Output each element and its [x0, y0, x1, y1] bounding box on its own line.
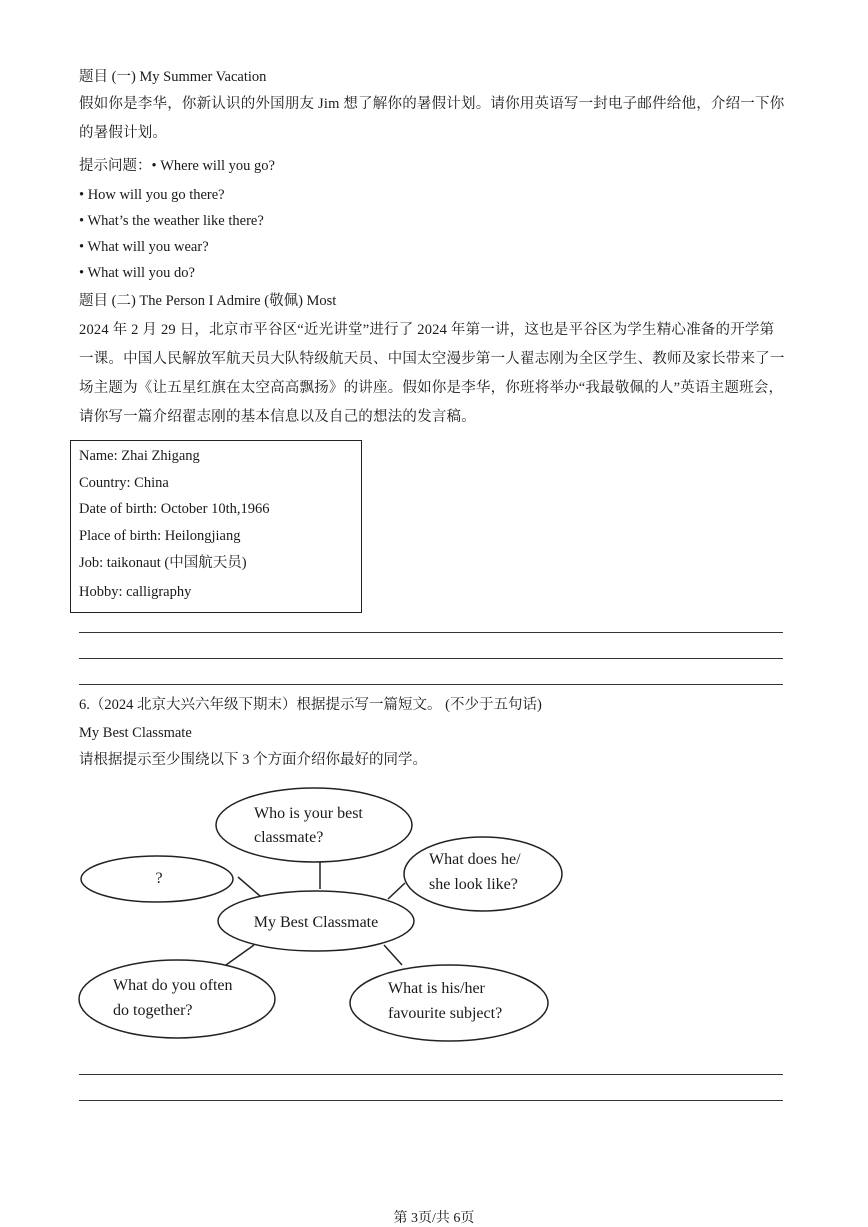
- top-node: [216, 788, 412, 862]
- connector-line: [238, 877, 260, 896]
- topic1-heading: 题目 (一) My Summer Vacation: [79, 69, 267, 85]
- connector-line: [384, 945, 402, 965]
- q6-instruction: 请根据提示至少围绕以下 3 个方面介绍你最好的同学。: [79, 752, 427, 768]
- info-country: Country: China: [79, 475, 169, 491]
- topic1-prompt: • How will you go there?: [79, 187, 225, 203]
- top-label-line2: classmate?: [254, 829, 324, 846]
- topic1-instruction: 假如你是李华，你新认识的外国朋友 Jim 想了解你的暑假计划。请你用英语写一封电子邮件给他，介绍一下你的暑假计划。: [79, 96, 785, 141]
- answer-line: [79, 658, 783, 659]
- connector-line: [388, 883, 405, 899]
- bottom-right-node: [350, 965, 548, 1041]
- bottom-right-label-line2: favourite subject?: [388, 1005, 503, 1022]
- bottom-left-label-line2: do together?: [113, 1002, 193, 1019]
- q6-heading: 6.（2024 北京大兴六年级下期末）根据提示写一篇短文。 (不少于五句话): [79, 697, 542, 713]
- right-node: [404, 837, 562, 911]
- info-dob: Date of birth: October 10th,1966: [79, 501, 270, 517]
- answer-line: [79, 632, 783, 633]
- bottom-left-node: [79, 960, 275, 1038]
- mind-map: [74, 785, 574, 1050]
- topic1-prompt: • What will you wear?: [79, 239, 209, 255]
- topic2-instruction: 2024 年 2 月 29 日，北京市平谷区“近光讲堂”进行了 2024 年第一讲，这也是平谷区为学生精心准备的开学第一课。中国人民解放军航天员大队特级航天员、中国太空漫步第一人翟志刚为全区学生、教师及家长带来了一场主题为《让五星红旗在太空高高飘扬》的讲座。假如你是李华，你班将举办“我最敬佩的人”英语主题班会，请你写一篇介绍翟志刚的基本信息以及自己的想法的发言稿。: [79, 322, 785, 425]
- q6-title: My Best Classmate: [79, 725, 192, 741]
- bottom-left-label-line1: What do you often: [113, 977, 233, 994]
- right-label-line1: What does he/: [429, 851, 521, 868]
- info-job: Job: taikonaut (中国航天员): [79, 555, 247, 571]
- answer-line: [79, 1100, 783, 1101]
- page-footer: 第 3页/共 6页: [393, 1211, 475, 1226]
- center-label: My Best Classmate: [253, 914, 379, 931]
- info-pob: Place of birth: Heilongjiang: [79, 528, 241, 544]
- topic2-heading: 题目 (二) The Person I Admire (敬佩) Most: [79, 293, 337, 309]
- answer-line: [79, 1074, 783, 1075]
- topic1-prompts-intro: 提示问题：• Where will you go?: [79, 158, 275, 174]
- answer-line: [79, 684, 783, 685]
- topic1-prompt: • What’s the weather like there?: [79, 213, 264, 229]
- topic1-prompt: • What will you do?: [79, 265, 195, 281]
- connector-line: [226, 945, 254, 965]
- left-label: ?: [155, 870, 163, 887]
- top-label-line1: Who is your best: [254, 805, 363, 822]
- bottom-right-label-line1: What is his/her: [388, 980, 485, 997]
- info-hobby: Hobby: calligraphy: [79, 584, 192, 600]
- info-box: [70, 440, 362, 613]
- right-label-line2: she look like?: [429, 876, 518, 893]
- info-name: Name: Zhai Zhigang: [79, 448, 200, 464]
